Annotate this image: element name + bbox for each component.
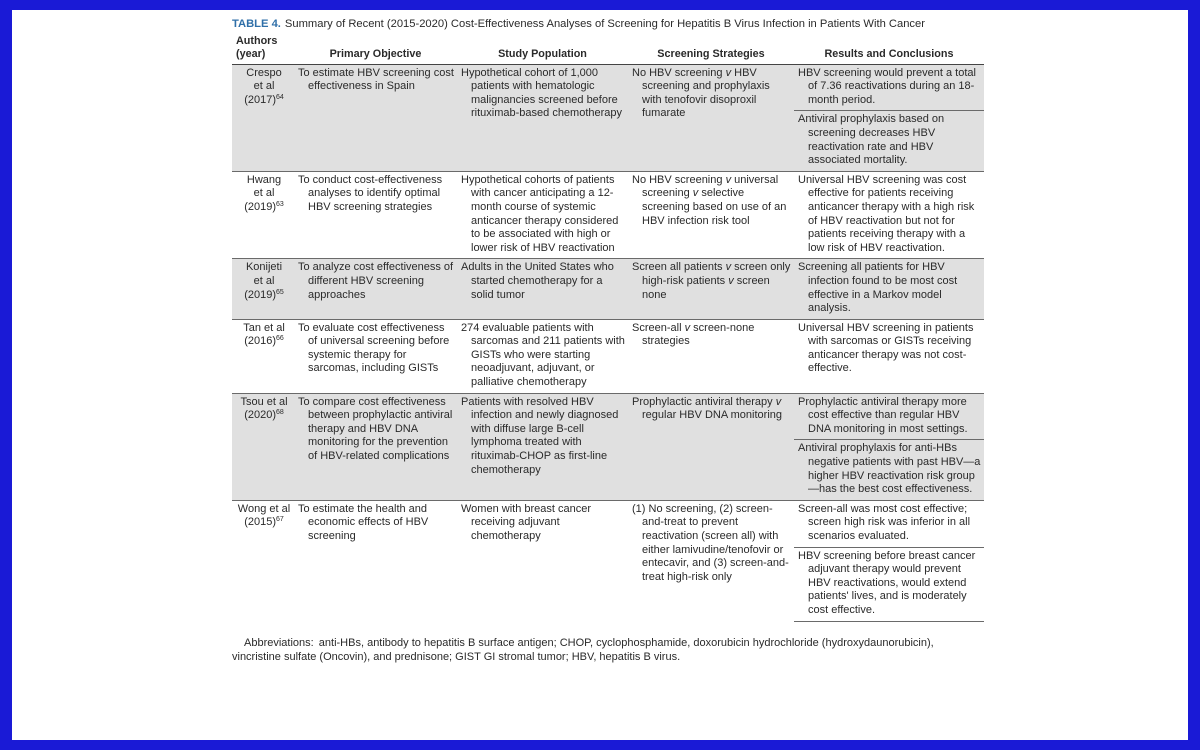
cell-result: Prophylactic antiviral therapy more cost effective than regular HBV DNA monitoring in most settings. [794,393,984,440]
cell-authors [232,64,294,171]
cell-objective: To analyze cost effectiveness of different HBV screening approaches [294,259,457,319]
cell-authors [232,319,294,393]
cell-authors [232,171,294,259]
reference-number: 65 [276,288,284,296]
cell-authors [232,500,294,621]
author-name: Wong et al (2015) [237,502,291,529]
header-results: Results and Conclusions [794,34,984,65]
cell-strategies: Screen all patients v screen only high-risk patients v screen none [628,259,794,319]
cell-result: Antiviral prophylaxis for anti-HBs negative patients with past HBV—a higher HBV reactivation risk group—has the best cost effectiveness. [794,440,984,500]
cell-population: Hypothetical cohorts of patients with cancer anticipating a 12-month course of systemic anticancer therapy considered to be associated with high or lower risk of HBV reactivation [457,171,628,259]
cell-objective: To estimate the health and economic effects of HBV screening [294,500,457,621]
cell-strategies: No HBV screening v HBV screening and prophylaxis with tenofovir disoproxil fumarate [628,64,794,171]
cell-result: Screening all patients for HBV infection found to be most cost effective in a Markov model analysis. [794,259,984,319]
cell-population: 274 evaluable patients with sarcomas and 211 patients with GISTs who were starting neoadjuvant, adjuvant, or palliative chemotherapy [457,319,628,393]
cell-objective: To compare cost effectiveness between prophylactic antiviral therapy and HBV DNA monitoring for the prevention of HBV-related complications [294,393,457,500]
cell-result: HBV screening before breast cancer adjuvant therapy would prevent HBV reactivations, would extend patients' lives, and is moderately cost effective. [794,547,984,621]
author-name: Tsou et al (2020) [240,395,288,422]
header-objective: Primary Objective [294,34,457,65]
table-row [232,64,984,111]
header-row [232,34,984,65]
cell-result: Universal HBV screening was cost effective for patients receiving anticancer therapy with a high risk of HBV reactivation but not for patients receiving therapy with a low risk of HBV reactivation. [794,171,984,259]
header-authors: Authors (year) [232,34,294,65]
cell-result: HBV screening would prevent a total of 7.36 reactivations during an 18-month period. [794,64,984,111]
author-name: Hwang et al (2019) [244,173,282,213]
cell-population: Adults in the United States who started chemotherapy for a solid tumor [457,259,628,319]
abbreviations-text: anti-HBs, antibody to hepatitis B surface antigen; CHOP, cyclophosphamide, doxorubicin hydrochloride (hydroxydaunorubicin), vincristine sulfate (Oncovin), and prednisone; GIST GI stromal tumor; HBV, hepatitis B virus. [232,636,934,664]
cell-objective: To conduct cost-effectiveness analyses to identify optimal HBV screening strategies [294,171,457,259]
header-population: Study Population [457,34,628,65]
cell-result: Screen-all was most cost effective; screen high risk was inferior in all scenarios evaluated. [794,500,984,547]
reference-number: 63 [276,200,284,208]
table-row [232,259,984,319]
cell-result: Universal HBV screening in patients with sarcomas or GISTs receiving anticancer therapy was not cost-effective. [794,319,984,393]
cell-strategies: (1) No screening, (2) screen-and-treat to prevent reactivation (screen all) with either lamivudine/tenofovir or entecavir, and (3) screen-and-treat high-risk only [628,500,794,621]
cell-strategies: Prophylactic antiviral therapy v regular HBV DNA monitoring [628,393,794,500]
abbreviations-label: Abbreviations: [244,636,314,649]
cell-strategies: Screen-all v screen-none strategies [628,319,794,393]
author-name: Konijeti et al (2019) [244,261,283,301]
cell-strategies: No HBV screening v universal screening v selective screening based on use of an HBV infection risk tool [628,171,794,259]
document-page [12,10,1188,740]
cell-population: Patients with resolved HBV infection and newly diagnosed with diffuse large B-cell lymphoma treated with rituximab-CHOP as first-line chemotherapy [457,393,628,500]
cell-authors [232,259,294,319]
table-body [232,64,984,621]
author-name: Tan et al (2016) [243,321,285,348]
table-row [232,171,984,259]
cell-objective: To evaluate cost effectiveness of universal screening before systemic therapy for sarcomas, including GISTs [294,319,457,393]
reference-number: 66 [276,335,284,343]
cell-authors [232,393,294,500]
summary-table [232,34,984,622]
table-caption-text: Summary of Recent (2015-2020) Cost-Effectiveness Analyses of Screening for Hepatitis B Virus Infection in Patients With Cancer [284,18,925,30]
cell-population: Hypothetical cohort of 1,000 patients with hematologic malignancies screened before rituximab-based chemotherapy [457,64,628,171]
table-header [232,34,984,65]
table-figure [232,18,984,665]
reference-number: 64 [276,93,284,101]
reference-number: 68 [276,409,284,417]
table-caption-label: TABLE 4. [232,18,281,30]
cell-population: Women with breast cancer receiving adjuvant chemotherapy [457,500,628,621]
cell-result: Antiviral prophylaxis based on screening decreases HBV reactivation rate and HBV associated mortality. [794,111,984,171]
header-strategies: Screening Strategies [628,34,794,65]
table-row [232,319,984,393]
table-row [232,393,984,440]
reference-number: 67 [276,516,284,524]
table-caption [232,18,984,32]
abbreviations-note [232,636,984,665]
cell-objective: To estimate HBV screening cost effectiveness in Spain [294,64,457,171]
table-row [232,500,984,547]
author-name: Crespo et al (2017) [244,66,282,106]
